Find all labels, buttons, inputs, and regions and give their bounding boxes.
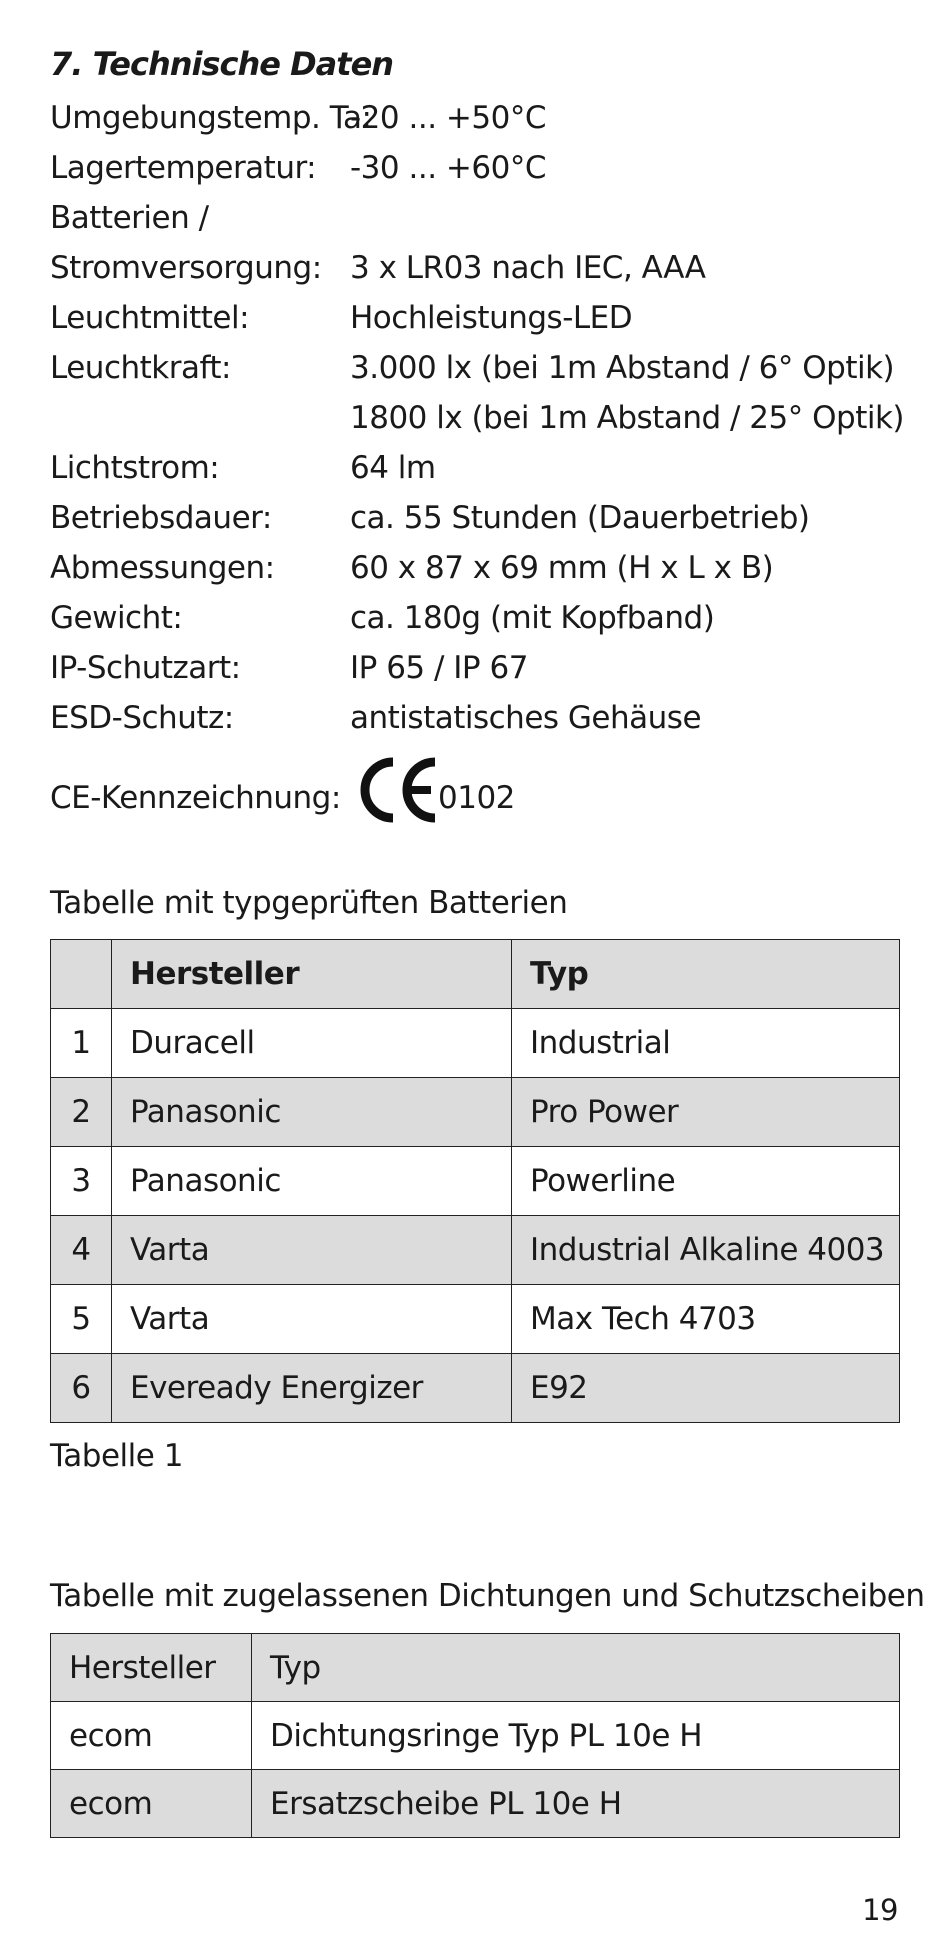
battery-table-footnote: Tabelle 1 [50, 1438, 183, 1474]
spec-value: Hochleistungs-LED [350, 300, 633, 336]
row-manufacturer: ecom [51, 1770, 252, 1838]
spec-row [50, 243, 900, 293]
row-manufacturer: Varta [112, 1216, 512, 1285]
table-row [51, 1285, 900, 1354]
table-row [51, 1770, 900, 1838]
spec-row [50, 443, 900, 493]
battery-table [50, 939, 900, 1423]
row-index: 1 [51, 1009, 112, 1078]
spec-value: ca. 180g (mit Kopfband) [350, 600, 715, 636]
row-manufacturer: Panasonic [112, 1147, 512, 1216]
seal-table-caption: Tabelle mit zugelassenen Dichtungen und Schutzscheiben [50, 1578, 925, 1614]
spec-label: Leuchtkraft: [50, 350, 231, 386]
row-manufacturer: Eveready Energizer [112, 1354, 512, 1423]
row-type: Industrial Alkaline 4003 [512, 1216, 900, 1285]
row-index: 3 [51, 1147, 112, 1216]
page-number: 19 [862, 1893, 898, 1927]
row-type: Industrial [512, 1009, 900, 1078]
spec-label: IP-Schutzart: [50, 650, 241, 686]
spec-value: 3 x LR03 nach IEC, AAA [350, 250, 706, 286]
spec-row [50, 493, 900, 543]
header-type: Typ [252, 1634, 900, 1702]
row-index: 5 [51, 1285, 112, 1354]
ce-mark-icon [353, 750, 443, 830]
table-row [51, 1702, 900, 1770]
spec-label: Stromversorgung: [50, 250, 322, 286]
row-index: 4 [51, 1216, 112, 1285]
spec-value: 3.000 lx (bei 1m Abstand / 6° Optik) [350, 350, 895, 386]
spec-row [50, 193, 900, 243]
spec-value: antistatisches Gehäuse [350, 700, 702, 736]
ce-label: CE-Kennzeichnung: [50, 780, 341, 816]
section-title: 7. Technische Daten [50, 45, 394, 83]
row-type: Ersatzscheibe PL 10e H [252, 1770, 900, 1838]
spec-row [50, 343, 900, 393]
row-index: 2 [51, 1078, 112, 1147]
spec-label: ESD-Schutz: [50, 700, 234, 736]
table-row [51, 1216, 900, 1285]
header-manufacturer: Hersteller [51, 1634, 252, 1702]
spec-row [50, 543, 900, 593]
spec-label: Umgebungstemp. Ta: [50, 100, 372, 136]
spec-value: 64 lm [350, 450, 436, 486]
battery-table-header-row [51, 940, 900, 1009]
row-type: Powerline [512, 1147, 900, 1216]
spec-label: Lagertemperatur: [50, 150, 317, 186]
spec-row [50, 693, 900, 743]
table-row [51, 1009, 900, 1078]
row-manufacturer: Duracell [112, 1009, 512, 1078]
row-manufacturer: Panasonic [112, 1078, 512, 1147]
spec-value: -30 ... +60°C [350, 150, 546, 186]
spec-value: IP 65 / IP 67 [350, 650, 528, 686]
table-row [51, 1147, 900, 1216]
row-type: Dichtungsringe Typ PL 10e H [252, 1702, 900, 1770]
ce-row [50, 750, 900, 830]
row-type: E92 [512, 1354, 900, 1423]
battery-table-caption: Tabelle mit typgeprüften Batterien [50, 885, 568, 921]
spec-row [50, 143, 900, 193]
seal-table [50, 1633, 900, 1838]
spec-label: Betriebsdauer: [50, 500, 272, 536]
spec-value: -20 ... +50°C [350, 100, 546, 136]
row-type: Max Tech 4703 [512, 1285, 900, 1354]
header-manufacturer: Hersteller [112, 940, 512, 1009]
row-index: 6 [51, 1354, 112, 1423]
spec-value: 60 x 87 x 69 mm (H x L x B) [350, 550, 774, 586]
spec-label: Gewicht: [50, 600, 183, 636]
header-type: Typ [512, 940, 900, 1009]
spec-label: Leuchtmittel: [50, 300, 250, 336]
row-manufacturer: ecom [51, 1702, 252, 1770]
spec-row [50, 593, 900, 643]
table-row [51, 1354, 900, 1423]
row-manufacturer: Varta [112, 1285, 512, 1354]
spec-label: Abmessungen: [50, 550, 275, 586]
spec-value: 1800 lx (bei 1m Abstand / 25° Optik) [350, 400, 905, 436]
ce-number: 0102 [438, 780, 515, 816]
row-type: Pro Power [512, 1078, 900, 1147]
table-row [51, 1078, 900, 1147]
spec-row [50, 643, 900, 693]
spec-label: Lichtstrom: [50, 450, 220, 486]
spec-row [50, 293, 900, 343]
seal-table-header-row [51, 1634, 900, 1702]
header-index [51, 940, 112, 1009]
spec-value: ca. 55 Stunden (Dauerbetrieb) [350, 500, 810, 536]
spec-label: Batterien / [50, 200, 209, 236]
spec-row [50, 393, 905, 443]
spec-row [50, 93, 900, 143]
